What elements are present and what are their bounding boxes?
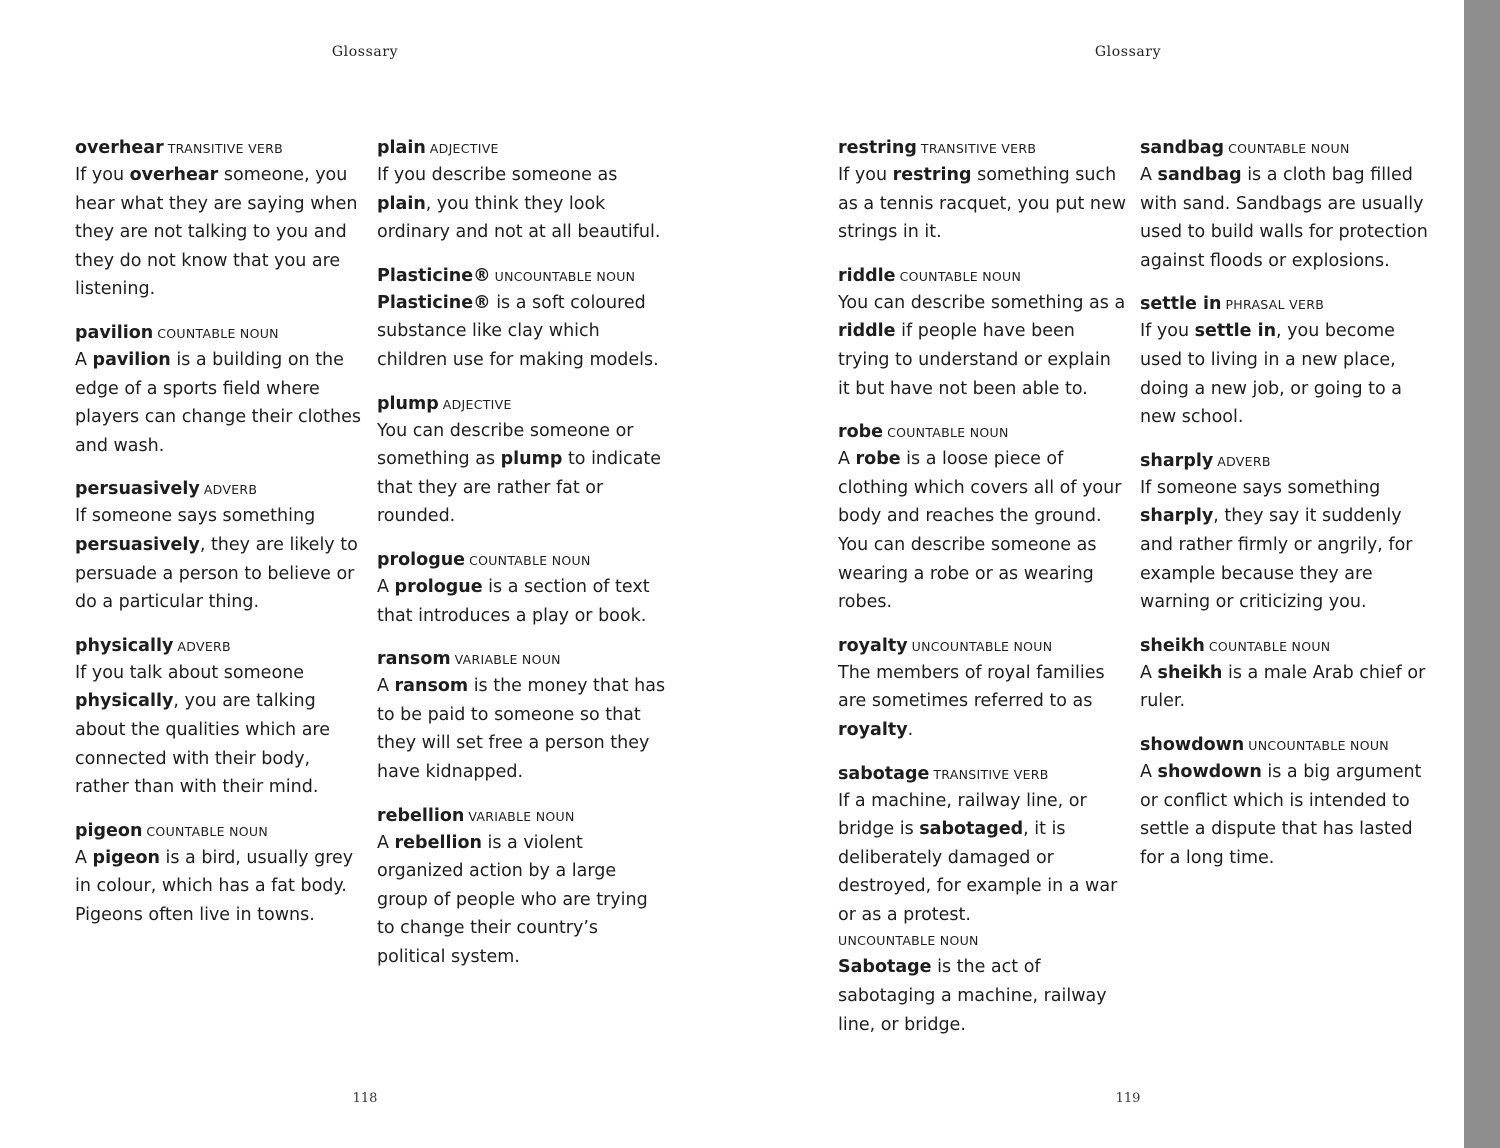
definition — [377, 161, 667, 247]
definition — [838, 953, 1128, 1039]
glossary-column-2 — [377, 136, 667, 988]
glossary-entry — [1140, 733, 1430, 872]
bold-term: rebellion — [394, 832, 482, 853]
part-of-speech: ADVERB — [1217, 453, 1271, 469]
part-of-speech: ADJECTIVE — [442, 396, 512, 412]
headword-line — [1140, 733, 1430, 758]
definition-text: if people have been trying to understand or explain it but have not been able to. — [838, 321, 1111, 399]
headword: riddle — [838, 265, 896, 286]
bold-term: overhear — [129, 165, 219, 185]
headword: plump — [377, 393, 439, 414]
definition-text: to indicate that they are rather fat or rounded. — [377, 449, 661, 527]
glossary-entry — [1140, 292, 1430, 431]
definition-text: You can describe someone or something as — [377, 420, 634, 470]
bold-term: prologue — [394, 576, 483, 597]
headword: sabotage — [838, 763, 930, 784]
headword: ransom — [377, 649, 451, 670]
part-of-speech: COUNTABLE NOUN — [899, 268, 1022, 284]
headword: physically — [75, 635, 174, 656]
page-number: 119 — [1115, 1091, 1141, 1106]
definition-text: A — [1140, 165, 1158, 185]
part-of-speech: ADVERB — [177, 638, 231, 654]
headword-line — [75, 136, 365, 161]
definition — [838, 787, 1128, 930]
glossary-entry — [75, 136, 365, 304]
definition-text: , they are likely to persuade a person to believe or do a particular thing. — [75, 534, 358, 613]
definition-text: is a male Arab chief or ruler. — [1140, 662, 1426, 712]
definition-text: is the act of sabotaging a machine, railway line, or bridge. — [838, 957, 1107, 1035]
headword: pavilion — [75, 322, 154, 343]
headword: prologue — [377, 549, 466, 570]
headword-line — [377, 264, 667, 289]
definition-text: someone, you hear what they are saying when they are not talking to you and they do not know that you are listening. — [75, 165, 358, 300]
definition-text: , you become used to living in a new place, doing a new job, or going to a new school. — [1140, 321, 1403, 428]
definition-text: A — [75, 349, 93, 370]
headword-line — [377, 548, 667, 573]
definition-text: . — [907, 719, 914, 740]
definition — [75, 844, 365, 930]
part-of-speech: UNCOUNTABLE NOUN — [494, 268, 636, 284]
definition — [75, 659, 365, 802]
bold-term: pigeon — [92, 847, 160, 868]
bold-term: showdown — [1157, 761, 1262, 782]
definition-text: is a bird, usually grey in colour, which has a fat body. Pigeons often live in towns. — [75, 847, 354, 925]
part-of-speech: TRANSITIVE VERB — [933, 766, 1049, 782]
bold-term: physically — [75, 691, 174, 712]
headword: Plasticine® — [377, 265, 491, 286]
bold-term: restring — [892, 165, 972, 185]
headword-line — [838, 420, 1128, 445]
bold-term: riddle — [838, 321, 896, 342]
glossary-entry — [377, 136, 667, 247]
headword-line — [1140, 634, 1430, 659]
glossary-entry — [838, 762, 1128, 1040]
part-of-speech: ADJECTIVE — [429, 141, 499, 156]
definition-text: is a cloth bag filled with sand. Sandbags are usually used to build walls for protection against floods or explosions. — [1140, 165, 1428, 271]
headword-line — [377, 392, 667, 417]
bold-term: sharply — [1140, 506, 1214, 527]
headword-line — [838, 136, 1128, 161]
bold-term: ransom — [394, 676, 469, 697]
glossary-entry — [1140, 136, 1430, 275]
headword-line — [838, 634, 1128, 659]
definition-text: is a violent organized action by a large group of people who are trying to change their country’s political system. — [377, 832, 648, 967]
right-page — [763, 0, 1463, 1148]
part-of-speech: PHRASAL VERB — [1225, 297, 1325, 313]
headword-line — [838, 762, 1128, 787]
part-of-speech: COUNTABLE NOUN — [1228, 141, 1350, 156]
definition-text: A — [1140, 761, 1158, 782]
definition-text: If you — [838, 165, 893, 185]
definition-text: A — [377, 676, 395, 697]
definition-text: , you think they look ordinary and not at all beautiful. — [377, 193, 661, 243]
definition-text: If you — [75, 165, 130, 185]
definition — [838, 161, 1128, 247]
definition — [1140, 474, 1430, 617]
definition — [838, 289, 1128, 403]
definition-text: If someone says something — [1140, 477, 1381, 498]
headword-line — [838, 264, 1128, 289]
glossary-column-1 — [75, 136, 365, 946]
headword: rebellion — [377, 805, 465, 826]
definition-text: A — [1140, 662, 1158, 683]
part-of-speech: VARIABLE NOUN — [454, 652, 561, 668]
headword: sandbag — [1140, 138, 1225, 158]
definition-text: , you are talking about the qualities which are connected with their body, rather than with their mind. — [75, 691, 330, 798]
bold-term: sabotaged — [919, 819, 1024, 840]
definition — [75, 161, 365, 304]
definition-text: If you — [1140, 321, 1195, 342]
headword: showdown — [1140, 734, 1245, 755]
glossary-entry — [838, 634, 1128, 745]
definition-text: is a big argument or conflict which is intended to settle a dispute that has lasted for a long time. — [1140, 761, 1422, 868]
headword: royalty — [838, 635, 908, 656]
part-of-speech: COUNTABLE NOUN — [157, 325, 279, 341]
glossary-entry — [75, 321, 365, 460]
headword-line — [75, 819, 365, 844]
running-head: Glossary — [331, 44, 399, 60]
headword-line — [1140, 136, 1430, 161]
headword-line — [75, 477, 365, 502]
part-of-speech: VARIABLE NOUN — [468, 808, 575, 824]
headword-line — [75, 321, 365, 346]
glossary-entry — [838, 136, 1128, 247]
left-page — [0, 0, 730, 1148]
definition — [377, 672, 667, 786]
definition — [377, 829, 667, 972]
bold-term: pavilion — [92, 349, 171, 370]
definition-text: is a section of text that introduces a play or book. — [377, 576, 650, 626]
glossary-entry — [75, 477, 365, 616]
bold-term: sandbag — [1157, 165, 1242, 185]
glossary-entry — [377, 647, 667, 786]
bold-term: persuasively — [75, 534, 200, 555]
definition — [75, 502, 365, 616]
headword: settle in — [1140, 294, 1222, 315]
definition-text: A — [377, 576, 395, 597]
running-head: Glossary — [1094, 44, 1162, 60]
part-of-speech: COUNTABLE NOUN — [1208, 638, 1331, 654]
bold-term: sheikh — [1157, 662, 1223, 683]
glossary-entry — [377, 392, 667, 531]
definition — [377, 289, 667, 375]
headword: persuasively — [75, 479, 200, 500]
definition — [75, 346, 365, 460]
definition-text: is the money that has to be paid to someone so that they will set free a person they have kidnapped. — [377, 676, 666, 782]
headword: sharply — [1140, 450, 1214, 471]
part-of-speech: UNCOUNTABLE NOUN — [1248, 737, 1389, 753]
part-of-speech: UNCOUNTABLE NOUN — [838, 933, 979, 949]
part-of-speech: TRANSITIVE VERB — [167, 141, 283, 156]
part-of-speech: TRANSITIVE VERB — [920, 141, 1037, 156]
part-of-speech: COUNTABLE NOUN — [887, 425, 1009, 441]
glossary-entry — [838, 264, 1128, 403]
glossary-entry — [377, 264, 667, 375]
glossary-entry — [1140, 634, 1430, 716]
definition-text: You can describe something as a — [838, 292, 1126, 313]
definition-text: If someone says something — [75, 506, 316, 527]
headword-line — [1140, 449, 1430, 474]
bold-term: robe — [855, 449, 901, 470]
definition-text: The members of royal families are sometimes referred to as — [838, 662, 1105, 712]
definition-text: If you describe someone as — [377, 165, 618, 185]
headword: sheikh — [1140, 635, 1205, 656]
headword-line — [75, 634, 365, 659]
definition — [1140, 659, 1430, 716]
bold-term: plump — [500, 449, 563, 470]
headword-line — [377, 136, 667, 161]
bold-term: Plasticine® — [377, 292, 491, 313]
definition-text: , they say it suddenly and rather firmly or angrily, for example because they are warning or criticizing you. — [1140, 506, 1413, 613]
page-number: 118 — [352, 1091, 378, 1106]
page-edge-bar — [1464, 0, 1500, 1148]
part-of-speech: UNCOUNTABLE NOUN — [911, 638, 1053, 654]
glossary-entry — [1140, 449, 1430, 617]
headword: pigeon — [75, 820, 143, 841]
definition-text: A — [75, 847, 93, 868]
definition-text: , it is deliberately damaged or destroyed, for example in a war or as a protest. — [838, 819, 1118, 925]
headword-line — [377, 804, 667, 829]
glossary-entry — [377, 548, 667, 630]
bold-term: royalty — [838, 719, 908, 740]
headword: overhear — [75, 138, 164, 158]
definition-text: is a building on the edge of a sports field where players can change their clothes and wash. — [75, 349, 362, 456]
definition — [377, 573, 667, 630]
part-of-speech: COUNTABLE NOUN — [469, 552, 591, 568]
headword: robe — [838, 422, 884, 443]
definition — [1140, 161, 1430, 275]
headword: restring — [838, 138, 917, 158]
definition — [838, 445, 1128, 617]
definition-text: A — [377, 832, 395, 853]
headword-line — [377, 647, 667, 672]
headword: plain — [377, 138, 426, 158]
glossary-entry — [75, 819, 365, 930]
part-of-speech: ADVERB — [203, 482, 258, 498]
definition-text: is a loose piece of clothing which covers all of your body and reaches the ground. You can describe someone as wearing a robe or as wearing robes. — [838, 449, 1122, 613]
definition — [838, 659, 1128, 745]
definition-text: is a soft coloured substance like clay which children use for making models. — [377, 292, 659, 370]
definition — [377, 417, 667, 531]
glossary-entry — [75, 634, 365, 802]
glossary-entry — [838, 420, 1128, 617]
definition-text: A — [838, 449, 856, 470]
bold-term: Sabotage — [838, 957, 932, 978]
definition-text: something such as a tennis racquet, you put new strings in it. — [838, 165, 1127, 243]
bold-term: plain — [377, 193, 426, 214]
glossary-column-2 — [1140, 136, 1430, 889]
definition — [1140, 758, 1430, 872]
glossary-entry — [377, 804, 667, 972]
definition-text: If a machine, railway line, or bridge is — [838, 790, 1087, 840]
part-of-speech: COUNTABLE NOUN — [146, 823, 268, 839]
bold-term: settle in — [1194, 321, 1277, 342]
definition — [1140, 317, 1430, 431]
headword-line — [1140, 292, 1430, 317]
glossary-column-1 — [838, 136, 1128, 1056]
definition-text: If you talk about someone — [75, 662, 305, 683]
